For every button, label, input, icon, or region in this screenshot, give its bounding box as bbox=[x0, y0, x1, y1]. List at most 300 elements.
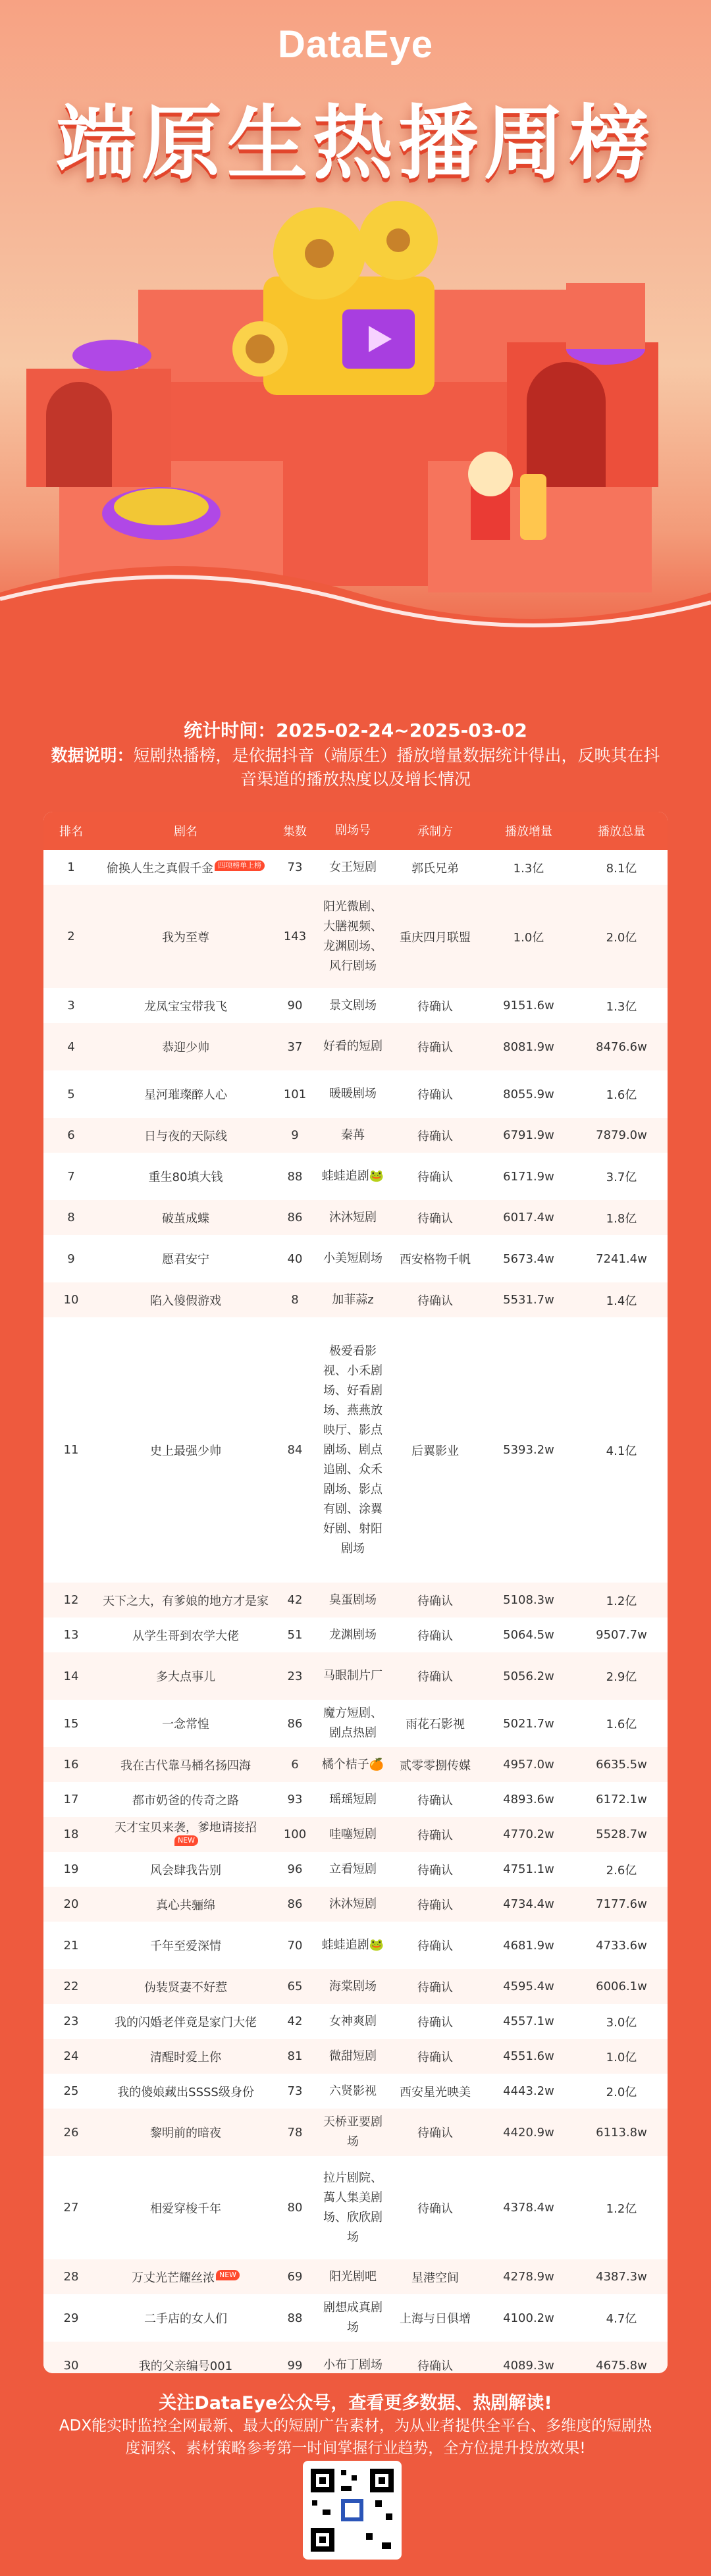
episodes-cell bbox=[273, 2356, 317, 2374]
increase-cell bbox=[482, 1755, 575, 1774]
increase-cell bbox=[482, 2309, 575, 2328]
rank-cell-text: 3 bbox=[67, 999, 75, 1012]
table-row bbox=[43, 1887, 668, 1922]
period-value: 2025-02-24~2025-03-02 bbox=[276, 720, 527, 741]
period-line bbox=[0, 716, 711, 743]
episodes-cell-text: 69 bbox=[287, 2270, 303, 2284]
theater-cell bbox=[317, 1288, 388, 1313]
increase-cell bbox=[482, 926, 575, 948]
title-cell bbox=[99, 1712, 273, 1735]
episodes-cell bbox=[273, 1126, 317, 1145]
total-cell-text: 2.0亿 bbox=[606, 930, 637, 945]
increase-cell-text: 4089.3w bbox=[503, 2358, 554, 2373]
total-cell-text: 1.6亿 bbox=[606, 1088, 637, 1102]
episodes-cell-text: 86 bbox=[287, 1897, 303, 1911]
producer-cell-text: 西安格物千帆 bbox=[400, 1253, 471, 1267]
producer-cell-text: 待确认 bbox=[417, 1670, 453, 1684]
rank-cell-text: 9 bbox=[67, 1251, 75, 1266]
producer-cell-text: 待确认 bbox=[417, 1793, 453, 1808]
title-cell-text: 史上最强少帅 bbox=[150, 1444, 221, 1458]
producer-cell-text: 待确认 bbox=[417, 1594, 453, 1608]
producer-cell-text: 待确认 bbox=[417, 2126, 453, 2140]
increase-cell-text: 4734.4w bbox=[503, 1897, 554, 1911]
total-cell-text: 4387.3w bbox=[596, 2270, 647, 2284]
episodes-cell-text: 40 bbox=[287, 1251, 303, 1266]
episodes-cell-text: 78 bbox=[287, 2125, 303, 2140]
rank-cell bbox=[43, 1249, 99, 1269]
title-cell-text: 重生80填大钱 bbox=[148, 1170, 223, 1184]
producer-cell-text: 上海与日俱增 bbox=[400, 2312, 471, 2326]
table-row bbox=[43, 1153, 668, 1200]
total-cell bbox=[575, 1936, 668, 1955]
table-row bbox=[43, 1782, 668, 1817]
producer-cell bbox=[388, 1207, 482, 1229]
total-cell bbox=[575, 2080, 668, 2103]
total-cell-text: 8.1亿 bbox=[606, 861, 637, 876]
rank-cell bbox=[43, 1038, 99, 1057]
theater-cell bbox=[317, 895, 388, 979]
producer-cell bbox=[388, 1083, 482, 1105]
increase-cell-text: 5056.2w bbox=[503, 1669, 554, 1683]
theater-cell bbox=[317, 2166, 388, 2250]
producer-cell-text: 雨花石影视 bbox=[406, 1718, 465, 1731]
theater-cell bbox=[317, 1822, 388, 1847]
rank-cell-text: 15 bbox=[63, 1716, 79, 1731]
total-cell bbox=[575, 2197, 668, 2219]
title-cell bbox=[99, 1754, 273, 1776]
title-cell-text: 都市奶爸的传奇之路 bbox=[132, 1793, 239, 1808]
rank-cell-text: 11 bbox=[63, 1443, 79, 1457]
theater-cell bbox=[317, 1034, 388, 1059]
increase-cell bbox=[482, 1167, 575, 1186]
producer-cell-text: 待确认 bbox=[417, 1629, 453, 1643]
episodes-cell bbox=[273, 1290, 317, 1309]
increase-cell bbox=[482, 2082, 575, 2101]
rank-cell-text: 12 bbox=[63, 1593, 79, 1607]
title-cell-text: 愿君安宁 bbox=[162, 1253, 209, 1267]
theater-cell bbox=[317, 1787, 388, 1812]
theater-cell bbox=[317, 1339, 388, 1562]
table-row bbox=[43, 1652, 668, 1700]
title-cell bbox=[99, 1036, 273, 1058]
rank-cell-text: 23 bbox=[63, 2014, 79, 2028]
increase-cell bbox=[482, 1860, 575, 1879]
table-row bbox=[43, 1747, 668, 1782]
total-cell bbox=[575, 2356, 668, 2374]
table-header bbox=[43, 812, 668, 850]
increase-cell bbox=[482, 2012, 575, 2031]
episodes-cell bbox=[273, 2123, 317, 2142]
footer-title: 关注DataEye公众号，查看更多数据、热剧解读! bbox=[159, 2393, 552, 2413]
header-episodes: 集数 bbox=[283, 825, 307, 839]
producer-cell bbox=[388, 1712, 482, 1735]
increase-cell bbox=[482, 1667, 575, 1686]
theater-cell bbox=[317, 1857, 388, 1882]
theater-cell bbox=[317, 2044, 388, 2069]
title-cell bbox=[99, 1893, 273, 1916]
title-cell-text: 一念常惶 bbox=[162, 1718, 209, 1731]
producer-cell-text: 待确认 bbox=[417, 1041, 453, 1055]
total-cell bbox=[575, 1895, 668, 1914]
title-cell-text: 清醒时爱上你 bbox=[150, 2050, 221, 2064]
episodes-cell bbox=[273, 996, 317, 1015]
total-cell bbox=[575, 1439, 668, 1461]
rank-cell bbox=[43, 1590, 99, 1610]
table-row bbox=[43, 2156, 668, 2259]
producer-cell-text: 待确认 bbox=[417, 2050, 453, 2064]
theater-cell bbox=[317, 2009, 388, 2034]
episodes-cell bbox=[273, 1825, 317, 1844]
producer-cell bbox=[388, 2121, 482, 2143]
theater-cell-text: 小布丁剧场 bbox=[323, 2358, 382, 2372]
title-cell-text: 黎明前的暗夜 bbox=[150, 2126, 221, 2140]
episodes-cell-text: 42 bbox=[287, 2014, 303, 2028]
increase-cell bbox=[482, 1208, 575, 1227]
title-cell-text: 天才宝贝来袭，爹地请接招 bbox=[115, 1821, 257, 1835]
episodes-cell bbox=[273, 1038, 317, 1057]
theater-cell-text: 六贤影视 bbox=[329, 2084, 377, 2098]
episodes-cell-text: 73 bbox=[287, 2084, 303, 2098]
producer-cell-text: 重庆四月联盟 bbox=[400, 930, 471, 945]
table-row bbox=[43, 2004, 668, 2039]
rank-cell bbox=[43, 1977, 99, 1996]
producer-cell bbox=[388, 856, 482, 879]
increase-cell bbox=[482, 2267, 575, 2286]
theater-cell-text: 立看短剧 bbox=[329, 1862, 377, 1876]
episodes-cell-text: 84 bbox=[287, 1443, 303, 1457]
increase-cell-text: 6791.9w bbox=[503, 1128, 554, 1142]
producer-cell-text: 待确认 bbox=[417, 1211, 453, 1226]
total-cell bbox=[575, 995, 668, 1017]
table-row bbox=[43, 2074, 668, 2109]
episodes-cell-text: 90 bbox=[287, 999, 303, 1012]
increase-cell-text: 9151.6w bbox=[503, 999, 554, 1012]
rank-cell bbox=[43, 1790, 99, 1809]
title-cell bbox=[99, 1589, 273, 1612]
rank-cell-text: 14 bbox=[63, 1669, 79, 1683]
table-row bbox=[43, 1969, 668, 2004]
footer-desc: ADX能实时监控全网最新、最大的短剧广告素材，为从业者提供全平台、多维度的短剧热度洞察、素材策略参考第一时间掌握行业趋势，全方位提升投放效果! bbox=[59, 2417, 652, 2457]
increase-cell bbox=[482, 1590, 575, 1610]
total-cell-text: 3.7亿 bbox=[606, 1170, 637, 1184]
episodes-cell-text: 81 bbox=[287, 2049, 303, 2063]
title-cell bbox=[99, 2045, 273, 2068]
rank-cell bbox=[43, 2267, 99, 2286]
increase-cell bbox=[482, 856, 575, 879]
qr-code bbox=[303, 2461, 402, 2560]
producer-cell bbox=[388, 1858, 482, 1881]
total-cell bbox=[575, 2123, 668, 2142]
rank-cell bbox=[43, 2012, 99, 2031]
episodes-cell-text: 86 bbox=[287, 1211, 303, 1224]
title-cell bbox=[99, 1289, 273, 1311]
producer-cell bbox=[388, 2080, 482, 2103]
total-cell bbox=[575, 856, 668, 879]
table-row bbox=[43, 1617, 668, 1652]
theater-cell bbox=[317, 855, 388, 880]
theater-cell-text: 沐沐短剧 bbox=[329, 1210, 377, 1224]
producer-cell-text: 西安星光映美 bbox=[400, 2085, 471, 2099]
producer-cell bbox=[388, 1589, 482, 1612]
rank-cell bbox=[43, 1208, 99, 1227]
total-cell bbox=[575, 2011, 668, 2033]
total-cell-text: 1.6亿 bbox=[606, 1718, 637, 1731]
increase-cell bbox=[482, 1790, 575, 1809]
increase-cell-text: 4443.2w bbox=[503, 2084, 554, 2098]
producer-cell bbox=[388, 1624, 482, 1646]
theater-cell-text: 小美短剧场 bbox=[323, 1251, 382, 1265]
title-cell bbox=[99, 1165, 273, 1188]
producer-cell-text: 待确认 bbox=[417, 1898, 453, 1912]
theater-cell-text: 加菲蒜z bbox=[332, 1292, 374, 1307]
table-row bbox=[43, 1317, 668, 1583]
episodes-cell bbox=[273, 1249, 317, 1269]
row-badge: NEW bbox=[174, 1835, 198, 1846]
rank-cell bbox=[43, 1895, 99, 1914]
table-row bbox=[43, 1922, 668, 1969]
total-cell bbox=[575, 1755, 668, 1774]
episodes-cell bbox=[273, 1755, 317, 1774]
increase-cell-text: 6171.9w bbox=[503, 1169, 554, 1184]
episodes-cell bbox=[273, 1440, 317, 1459]
producer-cell bbox=[388, 1893, 482, 1916]
episodes-cell-text: 88 bbox=[287, 1169, 303, 1184]
total-cell bbox=[575, 1858, 668, 1881]
title-cell bbox=[99, 1816, 273, 1853]
producer-cell-text: 贰零零捌传媒 bbox=[400, 1758, 471, 1773]
episodes-cell-text: 93 bbox=[287, 1793, 303, 1806]
rank-cell bbox=[43, 2047, 99, 2066]
table-row bbox=[43, 1700, 668, 1747]
increase-cell-text: 4893.6w bbox=[503, 1793, 554, 1806]
total-cell bbox=[575, 1712, 668, 1735]
title-cell-text: 星河璀璨醉人心 bbox=[144, 1088, 227, 1102]
increase-cell-text: 4420.9w bbox=[503, 2125, 554, 2140]
rank-cell bbox=[43, 2309, 99, 2328]
total-cell-text: 2.6亿 bbox=[606, 1863, 637, 1878]
increase-cell bbox=[482, 1126, 575, 1145]
brand-logo: DataEye bbox=[278, 23, 433, 66]
increase-cell-text: 4551.6w bbox=[503, 2049, 554, 2063]
title-cell-text: 日与夜的天际线 bbox=[144, 1129, 227, 1143]
theater-cell-text: 微甜短剧 bbox=[329, 2049, 377, 2063]
title-cell bbox=[99, 1248, 273, 1270]
producer-cell bbox=[388, 926, 482, 948]
producer-cell bbox=[388, 1789, 482, 1811]
theater-cell-text: 瑶瑶短剧 bbox=[329, 1792, 377, 1806]
episodes-cell bbox=[273, 1625, 317, 1644]
producer-cell-text: 待确认 bbox=[417, 1980, 453, 1995]
table-row bbox=[43, 988, 668, 1023]
theater-cell bbox=[317, 1752, 388, 1777]
episodes-cell-text: 70 bbox=[287, 1938, 303, 1953]
rank-cell bbox=[43, 1085, 99, 1104]
title-cell-text: 伪装贤妻不好惹 bbox=[144, 1980, 227, 1995]
table-row bbox=[43, 1817, 668, 1852]
episodes-cell bbox=[273, 927, 317, 946]
episodes-cell bbox=[273, 1895, 317, 1914]
header-rank: 排名 bbox=[59, 825, 83, 839]
producer-cell bbox=[388, 1439, 482, 1461]
increase-cell bbox=[482, 1625, 575, 1644]
total-cell bbox=[575, 1589, 668, 1612]
episodes-cell bbox=[273, 858, 317, 877]
theater-cell-text: 秦苒 bbox=[341, 1128, 365, 1142]
total-cell-text: 6635.5w bbox=[596, 1758, 647, 1772]
total-cell-text: 4.1亿 bbox=[606, 1444, 637, 1458]
producer-cell-text: 待确认 bbox=[417, 2015, 453, 2030]
title-cell bbox=[99, 1439, 273, 1461]
rank-cell bbox=[43, 1860, 99, 1879]
note-text: 短剧热播榜，是依据抖音（端原生）播放增量数据统计得出，反映其在抖音渠道的播放热度以及增长情况 bbox=[133, 746, 660, 789]
table-row bbox=[43, 2039, 668, 2074]
increase-cell bbox=[482, 2356, 575, 2374]
title-cell bbox=[99, 2121, 273, 2143]
theater-cell bbox=[317, 1123, 388, 1148]
producer-cell-text: 后翼影业 bbox=[411, 1444, 459, 1458]
theater-cell-text: 剧想成真剧场 bbox=[323, 2301, 382, 2334]
total-cell bbox=[575, 1665, 668, 1687]
title-cell-text: 我在古代靠马桶名扬四海 bbox=[120, 1758, 251, 1773]
total-cell-text: 8476.6w bbox=[596, 1039, 647, 1054]
theater-cell-text: 蛙蛙追剧🐸 bbox=[321, 1169, 384, 1183]
title-cell-text: 破茧成蝶 bbox=[162, 1211, 209, 1226]
rank-cell bbox=[43, 1825, 99, 1844]
rank-cell-text: 17 bbox=[63, 1793, 79, 1806]
rank-cell-text: 21 bbox=[63, 1938, 79, 1953]
total-cell-text: 3.0亿 bbox=[606, 2015, 637, 2030]
increase-cell-text: 4751.1w bbox=[503, 1862, 554, 1876]
theater-cell bbox=[317, 2110, 388, 2155]
producer-cell bbox=[388, 1976, 482, 1998]
title-cell-text: 相爱穿梭千年 bbox=[150, 2201, 221, 2216]
title-cell-text: 从学生哥到农学大佬 bbox=[132, 1629, 239, 1643]
episodes-cell bbox=[273, 2082, 317, 2101]
rank-cell bbox=[43, 1667, 99, 1686]
title-cell bbox=[99, 995, 273, 1017]
theater-cell-text: 哇噻短剧 bbox=[329, 1827, 377, 1841]
theater-cell bbox=[317, 1623, 388, 1648]
total-cell-text: 1.2亿 bbox=[606, 1594, 637, 1608]
qr-code-icon bbox=[303, 2461, 402, 2560]
theater-cell bbox=[317, 1974, 388, 1999]
increase-cell bbox=[482, 1290, 575, 1309]
increase-cell bbox=[482, 1249, 575, 1269]
theater-cell-text: 女神爽剧 bbox=[329, 2014, 377, 2028]
increase-cell bbox=[482, 1714, 575, 1733]
theater-cell-text: 好看的短剧 bbox=[323, 1039, 382, 1053]
episodes-cell bbox=[273, 2012, 317, 2031]
total-cell bbox=[575, 2045, 668, 2068]
episodes-cell bbox=[273, 1790, 317, 1809]
title-cell-text: 我的父亲编号001 bbox=[138, 2359, 233, 2373]
table-row bbox=[43, 2342, 668, 2373]
title-cell bbox=[99, 1083, 273, 1105]
theater-cell-text: 海棠剧场 bbox=[329, 1979, 377, 1993]
rank-cell bbox=[43, 2123, 99, 2142]
rank-cell bbox=[43, 1936, 99, 1955]
episodes-cell bbox=[273, 1860, 317, 1879]
total-cell-text: 1.3亿 bbox=[606, 999, 637, 1014]
total-cell-text: 6113.8w bbox=[596, 2125, 647, 2140]
rank-cell-text: 8 bbox=[67, 1211, 75, 1224]
episodes-cell-text: 101 bbox=[283, 1087, 307, 1101]
producer-cell bbox=[388, 1289, 482, 1311]
theater-cell bbox=[317, 1246, 388, 1271]
title-cell-text: 天下之大，有爹娘的地方才是家 bbox=[103, 1594, 269, 1608]
title-cell bbox=[99, 2011, 273, 2033]
table-row bbox=[43, 1200, 668, 1235]
theater-cell bbox=[317, 2079, 388, 2104]
total-cell-text: 4.7亿 bbox=[606, 2312, 637, 2326]
producer-cell bbox=[388, 995, 482, 1017]
producer-cell bbox=[388, 1665, 482, 1687]
theater-cell bbox=[317, 1892, 388, 1917]
increase-cell bbox=[482, 996, 575, 1015]
title-cell bbox=[99, 1789, 273, 1811]
rank-cell-text: 28 bbox=[63, 2270, 79, 2284]
episodes-cell-text: 23 bbox=[287, 1669, 303, 1683]
hero-banner bbox=[0, 0, 711, 665]
table-row bbox=[43, 2109, 668, 2156]
title-cell bbox=[99, 856, 273, 879]
increase-cell-text: 5531.7w bbox=[503, 1293, 554, 1307]
rank-cell bbox=[43, 1290, 99, 1309]
theater-cell-text: 魔方短剧、剧点热剧 bbox=[323, 1706, 382, 1740]
rank-cell-text: 1 bbox=[67, 860, 75, 874]
rank-cell-text: 24 bbox=[63, 2049, 79, 2063]
title-cell-text: 二手店的女人们 bbox=[144, 2312, 227, 2326]
theater-cell-text: 橘个桔子🍊 bbox=[321, 1757, 384, 1772]
episodes-cell bbox=[273, 2267, 317, 2286]
table-row bbox=[43, 885, 668, 988]
title-cell-text: 龙凤宝宝带我飞 bbox=[144, 999, 227, 1014]
producer-cell bbox=[388, 2011, 482, 2033]
theater-cell bbox=[317, 2265, 388, 2290]
theater-cell-text: 天桥亚要剧场 bbox=[323, 2115, 382, 2149]
total-cell bbox=[575, 1207, 668, 1229]
total-cell bbox=[575, 1249, 668, 1269]
header-total: 播放总量 bbox=[598, 825, 645, 839]
title-cell bbox=[99, 1207, 273, 1229]
producer-cell-text: 待确认 bbox=[417, 1129, 453, 1143]
theater-cell bbox=[317, 1588, 388, 1613]
total-cell-text: 5528.7w bbox=[596, 1827, 647, 1841]
rank-cell bbox=[43, 996, 99, 1015]
rank-cell-text: 4 bbox=[67, 1039, 75, 1054]
rank-cell-text: 20 bbox=[63, 1897, 79, 1911]
theater-cell-text: 阳光微剧、大膳视频、龙渊剧场、风行剧场 bbox=[323, 899, 382, 973]
title-cell-text: 陷入傻假游戏 bbox=[150, 1294, 221, 1308]
producer-cell-text: 待确认 bbox=[417, 1170, 453, 1184]
increase-cell-text: 4557.1w bbox=[503, 2014, 554, 2028]
theater-cell bbox=[317, 1164, 388, 1189]
increase-cell-text: 4100.2w bbox=[503, 2311, 554, 2325]
producer-cell bbox=[388, 1036, 482, 1058]
rank-cell-text: 29 bbox=[63, 2311, 79, 2325]
rank-cell-text: 2 bbox=[67, 930, 75, 943]
episodes-cell bbox=[273, 2047, 317, 2066]
producer-cell bbox=[388, 2354, 482, 2373]
rank-cell-text: 10 bbox=[63, 1293, 79, 1307]
row-badge: NEW bbox=[216, 2270, 240, 2280]
producer-cell-text: 星港空间 bbox=[411, 2271, 459, 2285]
rank-cell bbox=[43, 1440, 99, 1459]
rank-cell-text: 19 bbox=[63, 1862, 79, 1876]
episodes-cell bbox=[273, 1590, 317, 1610]
title-cell bbox=[99, 926, 273, 948]
episodes-cell-text: 99 bbox=[287, 2358, 303, 2373]
